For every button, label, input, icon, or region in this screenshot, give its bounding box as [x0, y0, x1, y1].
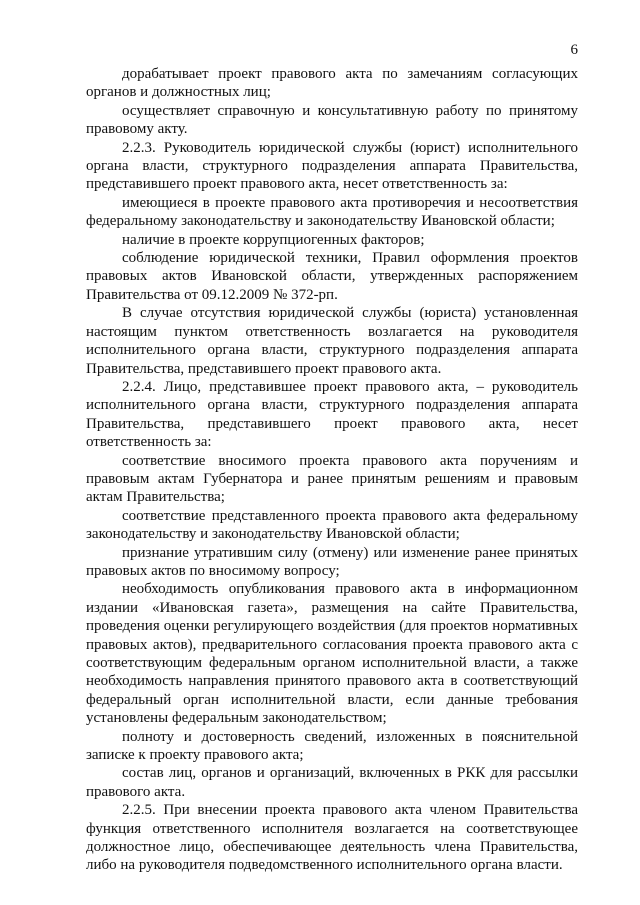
paragraph: соблюдение юридической техники, Правил оформления проектов правовых актов Ивановской области, утвержденных распоряжением Правительства от 09.12.2009 № 372-рп.: [86, 250, 578, 303]
paragraph: осуществляет справочную и консультативную работу по принятому правовому акту.: [86, 102, 578, 138]
paragraph: наличие в проекте коррупциогенных факторов;: [122, 231, 425, 248]
document-body: [86, 65, 578, 875]
paragraph: необходимость опубликования правового акта в информационном издании «Ивановская газета», размещения на сайте Правительства, проведения оценки регулирующего воздействия (для проектов нормативных правовых актов), предварительного согласования проекта правового акта с соответствующим федеральным органом исполнительной власти, а также необходимость направления принятого правового акта в соответствующий федеральный орган исполнительной власти, если данные требования установлены федеральным законодательством;: [86, 581, 578, 727]
paragraph: состав лиц, органов и организаций, включенных в РКК для рассылки правового акта.: [86, 765, 578, 800]
paragraph: имеющиеся в проекте правового акта противоречия и несоответствия федеральному законодательству и законодательству Ивановской области;: [86, 194, 578, 230]
paragraph: соответствие вносимого проекта правового акта поручениям и правовым актам Губернатора и ранее принятым решениям и правовым актам Правительства;: [86, 452, 578, 506]
paragraph: 2.2.4. Лицо, представившее проект правового акта, – руководитель исполнительного органа власти, структурного подразделения аппарата Правительства, представившего проект правового акта, несет ответственность за:: [86, 378, 578, 451]
paragraph: В случае отсутствия юридической службы (юриста) установленная настоящим пунктом ответственность возлагается на руководителя исполнительного органа власти, структурного подразделения аппарата Правительства, представившего проект правового акта.: [86, 305, 578, 377]
paragraph: дорабатывает проект правового акта по замечаниям согласующих органов и должностных лиц;: [86, 66, 578, 101]
paragraph: 2.2.3. Руководитель юридической службы (юрист) исполнительного органа власти, структурного подразделения аппарата Правительства, представившего проект правового акта, несет ответственность за:: [86, 139, 578, 193]
paragraph: признание утратившим силу (отмену) или изменение ранее принятых правовых актов по вносимому вопросу;: [86, 544, 578, 579]
page-number: 6: [570, 42, 578, 58]
paragraph: полноту и достоверность сведений, изложенных в пояснительной записке к проекту правового акта;: [86, 728, 578, 764]
paragraph: 2.2.5. При внесении проекта правового акта членом Правительства функция ответственного исполнителя возлагается на соответствующее должностное лицо, обеспечивающее деятельность члена Правительства, либо на руководителя подведомственного исполнительного органа власти.: [86, 802, 578, 874]
paragraph: соответствие представленного проекта правового акта федеральному законодательству и законодательству Ивановской области;: [86, 507, 578, 543]
